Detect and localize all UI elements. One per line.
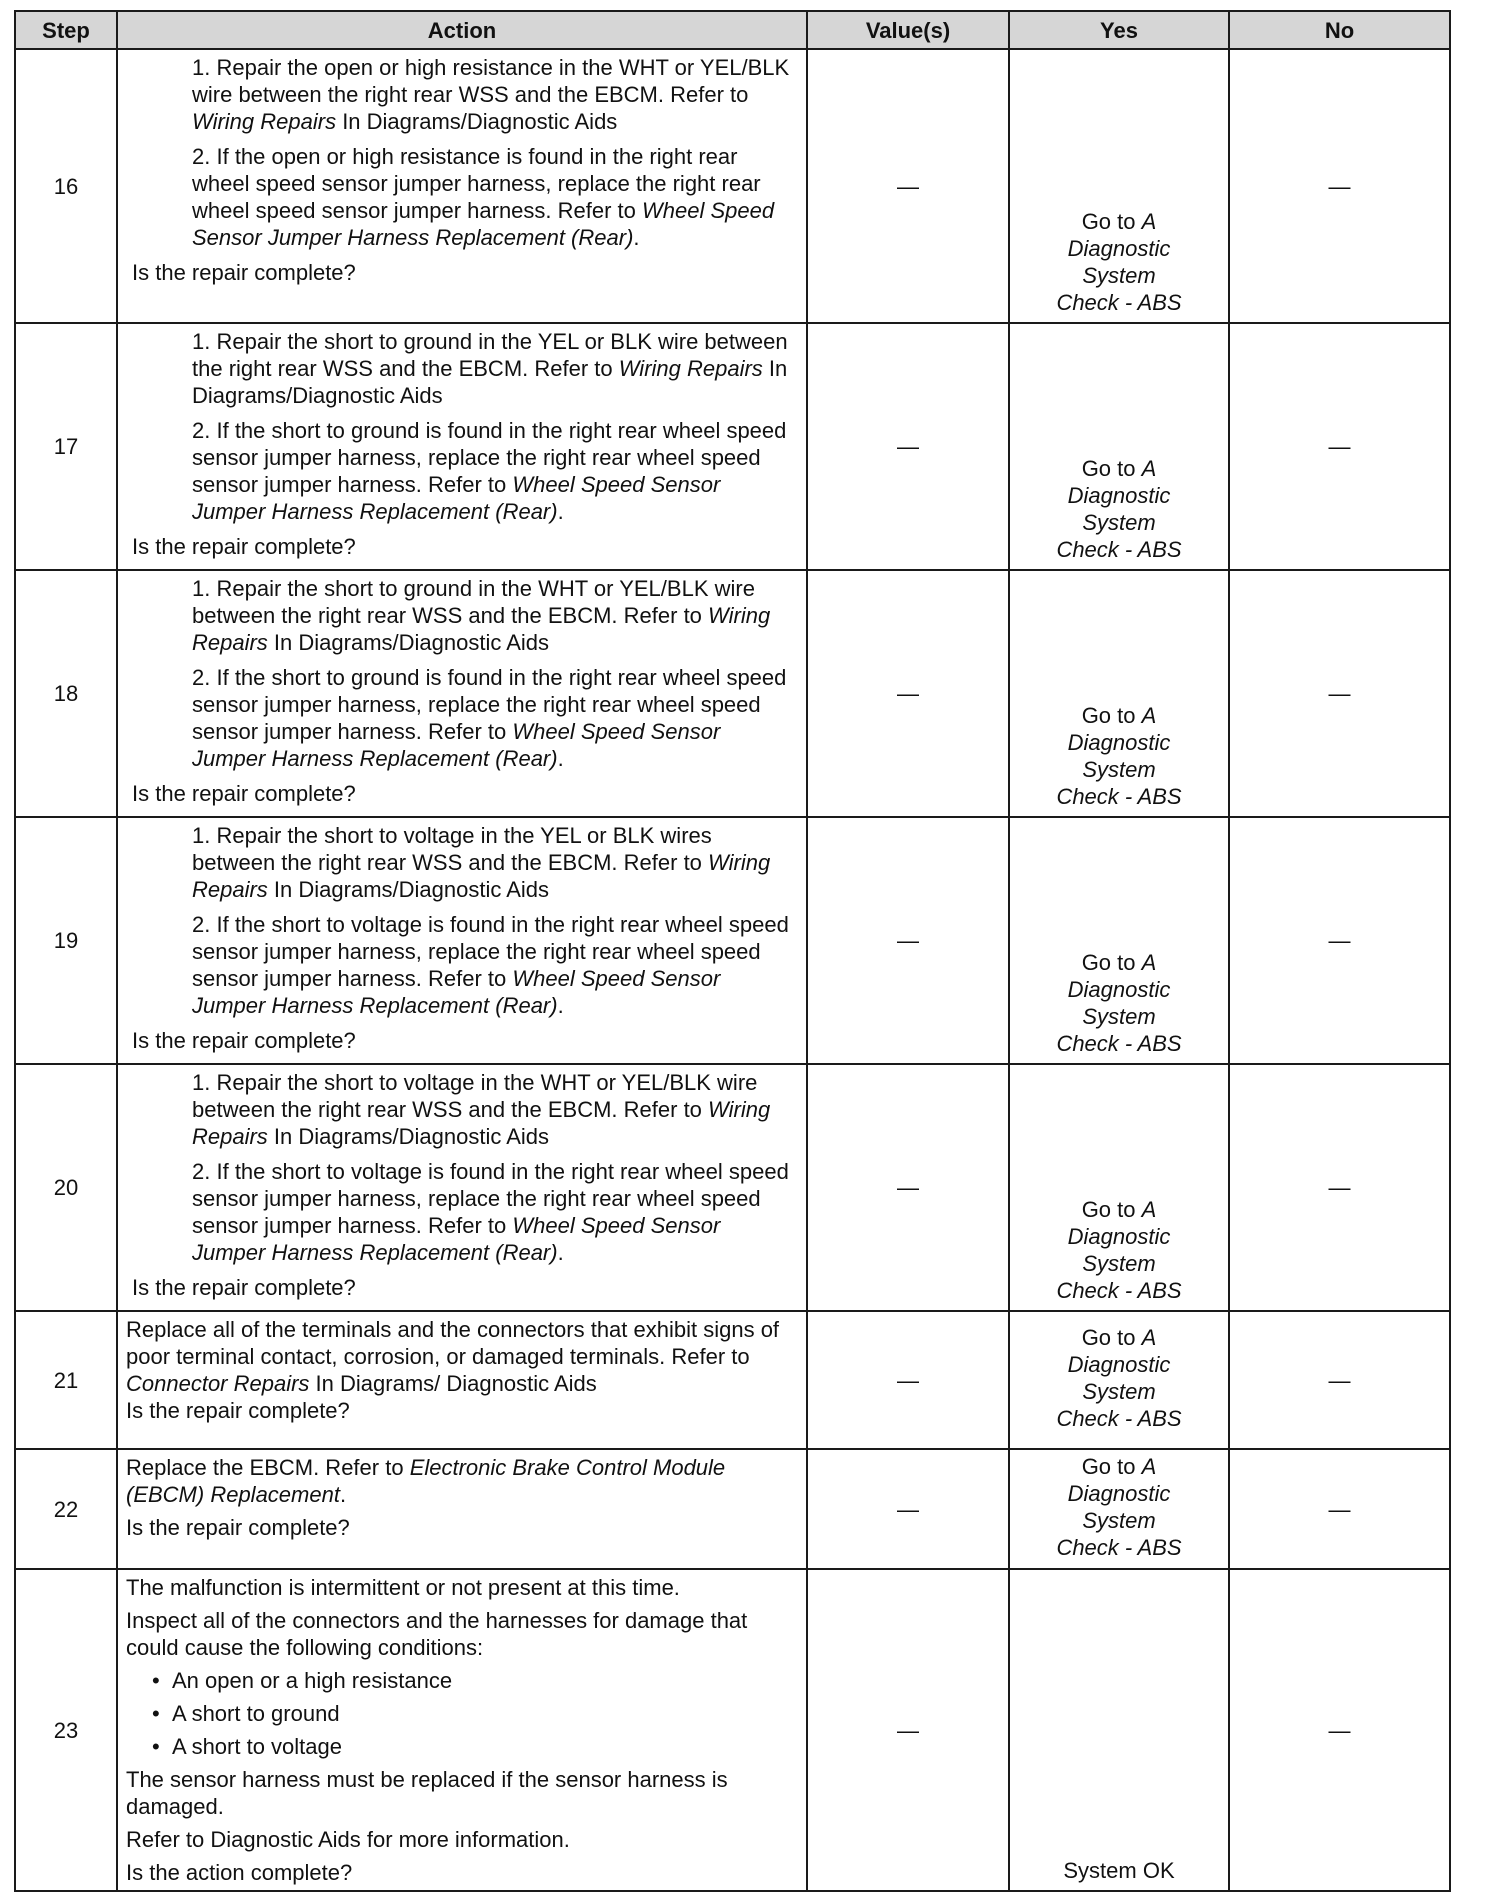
step-marker: 2. — [192, 144, 211, 169]
yes-line: Diagnostic — [1067, 1224, 1171, 1249]
yes-line: Check - ABS — [1056, 290, 1182, 315]
table-row — [15, 1449, 1450, 1569]
dash: — — [897, 681, 919, 706]
dash: — — [1328, 928, 1351, 953]
yes-line: System — [1082, 1251, 1156, 1276]
action-step — [184, 54, 798, 135]
action-text: Replace all of the terminals and the connectors that exhibit signs of poor terminal contact, corrosion, or damaged terminals. Refer to Connector Repairs In Diagrams/ Diagnostic Aids — [126, 1317, 780, 1396]
dash: — — [1328, 1367, 1351, 1393]
reference-link[interactable]: Wiring Repairs — [192, 109, 337, 134]
reference-link[interactable]: Wheel Speed Sensor Jumper Harness Replacement (Rear) — [192, 719, 721, 771]
dash: — — [897, 173, 919, 199]
yes-cell[interactable] — [1009, 49, 1229, 323]
no-cell — [1229, 817, 1450, 1064]
reference-link[interactable]: Wheel Speed Sensor Jumper Harness Replacement (Rear) — [192, 1213, 721, 1265]
yes-cell[interactable] — [1009, 1311, 1229, 1449]
action-cell — [117, 570, 807, 817]
yes-line: Diagnostic — [1067, 483, 1171, 508]
reference-link[interactable]: Wiring Repairs — [618, 356, 763, 381]
yes-line: System — [1082, 1379, 1156, 1404]
column-header-action: Action — [117, 11, 807, 49]
column-header-step: Step — [15, 11, 117, 49]
yes-line: Check - ABS — [1056, 1406, 1182, 1431]
action-cell — [117, 323, 807, 570]
value-cell — [807, 1311, 1009, 1449]
reference-link[interactable]: Wiring Repairs — [192, 603, 771, 655]
action-step — [184, 143, 798, 251]
dash: — — [897, 1496, 919, 1522]
yes-cell[interactable] — [1009, 1064, 1229, 1311]
yes-go-to: Go to A — [1081, 950, 1157, 975]
yes-line: Diagnostic — [1067, 730, 1171, 755]
dash: — — [1328, 681, 1351, 706]
dash: — — [1328, 1717, 1351, 1743]
dash: — — [1328, 1175, 1351, 1200]
action-steps — [132, 328, 798, 525]
question-text: Is the repair complete? — [132, 1275, 356, 1300]
action-cell — [117, 49, 807, 323]
reference-link[interactable]: Electronic Brake Control Module (EBCM) Replacement — [126, 1455, 726, 1507]
column-header-values: Value(s) — [807, 11, 1009, 49]
action-steps — [132, 575, 798, 772]
yes-cell[interactable] — [1009, 1449, 1229, 1569]
yes-line: Check - ABS — [1056, 784, 1182, 809]
step-marker: 1. — [192, 55, 211, 80]
yes-line: Check - ABS — [1056, 1535, 1182, 1560]
yes-line: Check - ABS — [1056, 1278, 1182, 1303]
value-cell — [807, 1064, 1009, 1311]
list-item: • A short to voltage — [172, 1733, 798, 1760]
yes-line: Check - ABS — [1056, 1031, 1182, 1056]
diagnostic-table — [14, 10, 1451, 1892]
action-text: Refer to Diagnostic Aids for more information. — [126, 1827, 570, 1852]
step-number: 23 — [15, 1569, 117, 1891]
value-cell — [807, 49, 1009, 323]
column-header-no: No — [1229, 11, 1450, 49]
yes-go-to: Go to A — [1081, 1325, 1157, 1350]
step-number: 21 — [15, 1311, 117, 1449]
yes-line: System — [1082, 757, 1156, 782]
action-steps — [132, 54, 798, 251]
list-item: • An open or a high resistance — [172, 1667, 798, 1694]
step-text-tail: In Diagrams/Diagnostic Aids — [336, 109, 618, 134]
reference-link[interactable]: Wheel Speed Sensor Jumper Harness Replacement (Rear) — [192, 472, 721, 524]
question-text: Is the repair complete? — [132, 1028, 356, 1053]
yes-line: Diagnostic — [1067, 236, 1171, 261]
table-row — [15, 49, 1450, 323]
yes-line: Diagnostic — [1067, 1481, 1171, 1506]
question-text: Is the repair complete? — [132, 534, 356, 559]
yes-line: System — [1082, 263, 1156, 288]
yes-system-ok: System OK — [1063, 1858, 1175, 1883]
yes-go-to: Go to A — [1081, 456, 1157, 481]
list-item: • A short to ground — [172, 1700, 798, 1727]
yes-line: System — [1082, 1508, 1156, 1533]
yes-cell[interactable] — [1009, 817, 1229, 1064]
yes-line: System — [1082, 510, 1156, 535]
yes-cell[interactable] — [1009, 1569, 1229, 1891]
no-cell — [1229, 570, 1450, 817]
dash: — — [897, 1367, 919, 1393]
yes-line: Diagnostic — [1067, 977, 1171, 1002]
action-steps — [132, 822, 798, 1019]
dash: — — [897, 928, 919, 953]
step-text: Repair the open or high resistance in the WHT or YEL/BLK wire between the right rear WSS and the EBCM. Refer to — [192, 55, 790, 107]
action-cell — [117, 1064, 807, 1311]
step-text-tail: . — [633, 225, 640, 250]
action-cell — [117, 817, 807, 1064]
table-row — [15, 323, 1450, 570]
yes-go-to: Go to A — [1081, 1454, 1157, 1479]
no-cell — [1229, 49, 1450, 323]
step-text: If the open or high resistance is found in the right rear wheel speed sensor jumper harness, replace the right rear wheel speed sensor jumper harness. Refer to — [192, 144, 761, 223]
no-cell — [1229, 1311, 1450, 1449]
table-row — [15, 1064, 1450, 1311]
table-row — [15, 570, 1450, 817]
step-number: 22 — [15, 1449, 117, 1569]
action-step: 1. Repair the short to ground in the WHT or YEL/BLK wire between the right rear WSS and the EBCM. Refer to Wiring Repairs In Diagrams/Diagnostic Aids — [192, 576, 771, 655]
yes-line: Diagnostic — [1067, 1352, 1171, 1377]
value-cell — [807, 1449, 1009, 1569]
table-header-row — [15, 11, 1450, 49]
reference-link[interactable]: Wheel Speed Sensor Jumper Harness Replacement (Rear) — [192, 198, 775, 250]
dash: — — [1328, 173, 1351, 199]
yes-go-to: Go to A — [1081, 1197, 1157, 1222]
action-step: 1. Repair the short to voltage in the YEL or BLK wires between the right rear WSS and the EBCM. Refer to Wiring Repairs In Diagrams/Diagnostic Aids — [192, 823, 771, 902]
question-text: Is the repair complete? — [132, 260, 356, 285]
yes-line: System — [1082, 1004, 1156, 1029]
dash: — — [897, 1175, 919, 1200]
no-cell — [1229, 1449, 1450, 1569]
question-text: Is the repair complete? — [126, 1398, 350, 1423]
yes-go-to: Go to A — [1081, 209, 1157, 234]
step-number: 19 — [15, 817, 117, 1064]
no-cell — [1229, 323, 1450, 570]
dash: — — [1328, 434, 1351, 459]
no-cell — [1229, 1569, 1450, 1891]
reference-link[interactable]: Wheel Speed Sensor Jumper Harness Replacement (Rear) — [192, 966, 721, 1018]
question-text: Is the repair complete? — [126, 1515, 350, 1540]
yes-cell[interactable] — [1009, 570, 1229, 817]
yes-cell[interactable] — [1009, 323, 1229, 570]
action-cell — [117, 1311, 807, 1449]
condition-list — [126, 1667, 798, 1760]
step-number: 17 — [15, 323, 117, 570]
table-row — [15, 1569, 1450, 1891]
reference-link[interactable]: Wiring Repairs — [192, 850, 771, 902]
action-cell — [117, 1449, 807, 1569]
yes-line: Check - ABS — [1056, 537, 1182, 562]
value-cell — [807, 570, 1009, 817]
action-text: Inspect all of the connectors and the harnesses for damage that could cause the following conditions: — [126, 1608, 748, 1660]
reference-link[interactable]: Connector Repairs — [126, 1371, 310, 1396]
action-step: 2. If the short to voltage is found in the right rear wheel speed sensor jumper harness, replace the right rear wheel speed sensor jumper harness. Refer to Wheel Speed Sensor Jumper Harness Replacement (Rear). — [192, 1159, 789, 1265]
no-cell — [1229, 1064, 1450, 1311]
question-text: Is the repair complete? — [132, 781, 356, 806]
value-cell — [807, 323, 1009, 570]
yes-go-to: Go to A — [1081, 703, 1157, 728]
action-step: 2. If the short to ground is found in the right rear wheel speed sensor jumper harness, replace the right rear wheel speed sensor jumper harness. Refer to Wheel Speed Sensor Jumper Harness Replacement (Rear). — [192, 665, 787, 771]
action-step: 2. If the short to voltage is found in the right rear wheel speed sensor jumper harness, replace the right rear wheel speed sensor jumper harness. Refer to Wheel Speed Sensor Jumper Harness Replacement (Rear). — [192, 912, 789, 1018]
step-number: 20 — [15, 1064, 117, 1311]
table-row — [15, 817, 1450, 1064]
column-header-yes: Yes — [1009, 11, 1229, 49]
dash: — — [897, 1717, 919, 1743]
action-text: The sensor harness must be replaced if the sensor harness is damaged. — [126, 1767, 728, 1819]
action-text: Replace the EBCM. Refer to Electronic Brake Control Module (EBCM) Replacement. — [126, 1455, 726, 1507]
dash: — — [1328, 1496, 1351, 1522]
table-row — [15, 1311, 1450, 1449]
value-cell — [807, 1569, 1009, 1891]
step-number: 18 — [15, 570, 117, 817]
value-cell — [807, 817, 1009, 1064]
action-step: 1. Repair the short to ground in the YEL or BLK wire between the right rear WSS and the EBCM. Refer to Wiring Repairs In Diagrams/Diagnostic Aids — [192, 329, 788, 408]
action-cell — [117, 1569, 807, 1891]
action-steps — [132, 1069, 798, 1266]
reference-link[interactable]: Wiring Repairs — [192, 1097, 771, 1149]
action-step: 1. Repair the short to voltage in the WHT or YEL/BLK wire between the right rear WSS and the EBCM. Refer to Wiring Repairs In Diagrams/Diagnostic Aids — [192, 1070, 771, 1149]
action-text: The malfunction is intermittent or not present at this time. — [126, 1575, 680, 1600]
step-number: 16 — [15, 49, 117, 323]
question-text: Is the action complete? — [126, 1860, 353, 1885]
dash: — — [897, 434, 919, 459]
action-step: 2. If the short to ground is found in the right rear wheel speed sensor jumper harness, replace the right rear wheel speed sensor jumper harness. Refer to Wheel Speed Sensor Jumper Harness Replacement (Rear). — [192, 418, 787, 524]
